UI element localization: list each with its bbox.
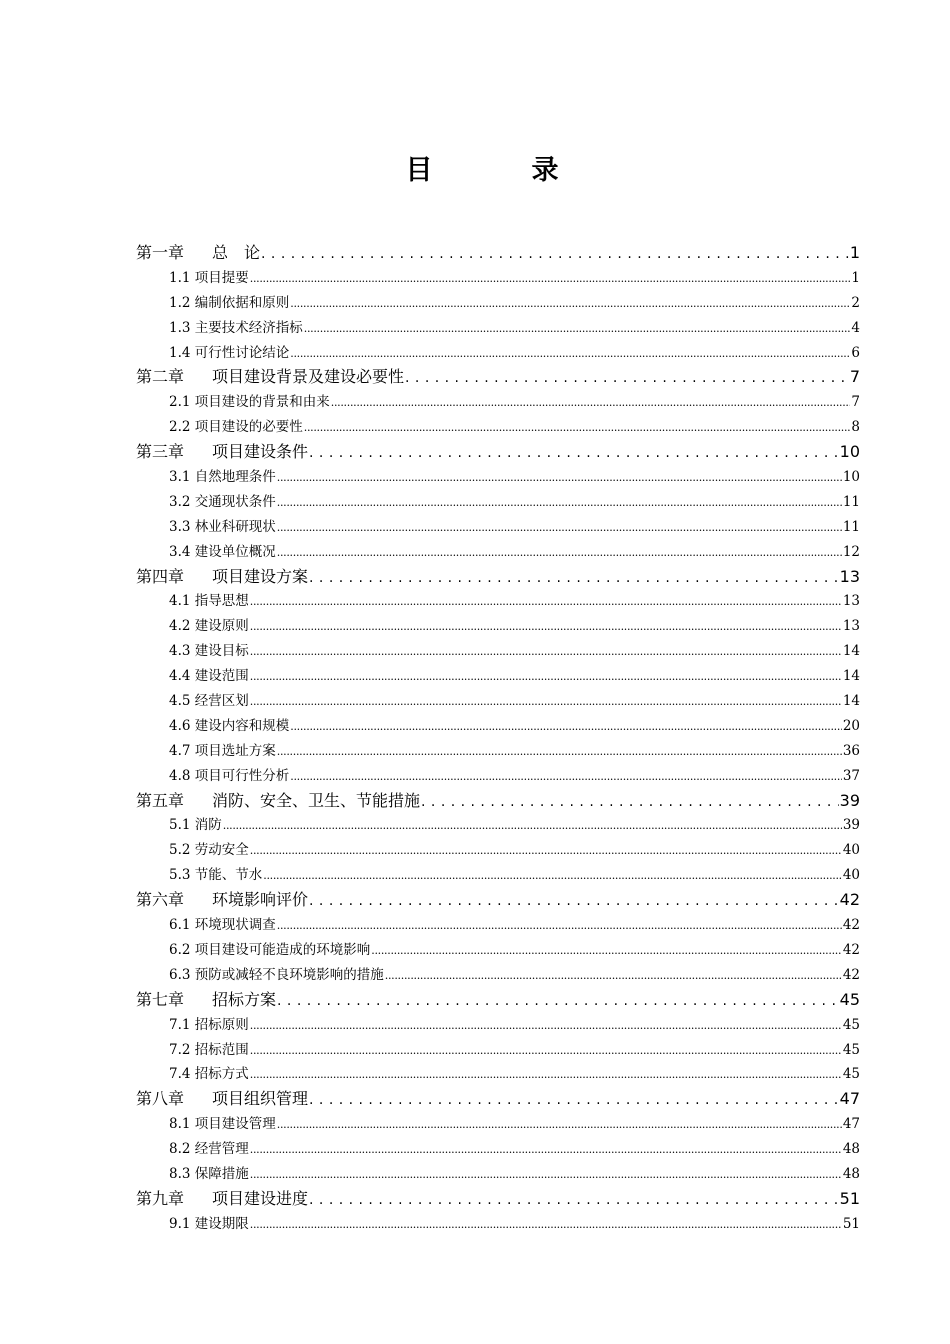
dot-leader [250,1137,842,1163]
dot-leader [261,241,849,267]
toc-entry-label: 1.4 可行性讨论结论 [169,344,290,361]
dot-leader [304,415,851,441]
page-number: 39 [842,817,860,834]
page-number: 20 [842,717,860,734]
toc-entry-label: 3.3 林业科研现状 [169,518,276,535]
page-number: 42 [842,941,860,958]
toc-entry-label: 3.1 自然地理条件 [169,469,276,486]
chapter-title: 总 论 [212,243,261,262]
toc-entry-label: 1.2 编制依据和原则 [169,294,290,311]
page-number: 6 [851,344,860,361]
page-number: 12 [842,543,860,560]
toc-entry-label: 2.1 项目建设的背景和由来 [169,394,330,411]
chapter-number: 第七章 [136,989,185,1009]
chapter-title: 项目建设进度 [212,1188,309,1208]
dot-leader [385,963,842,989]
toc-entry-label [136,1087,308,1112]
chapter-title: 环境影响评价 [212,890,309,910]
page-number: 36 [842,742,860,759]
page-number: 47 [842,1116,860,1133]
page-number: 13 [839,566,860,586]
toc-section-entry[interactable] [136,1137,860,1162]
toc-section-entry[interactable] [136,963,860,988]
dot-leader [277,540,842,566]
toc-entry-label: 8.1 项目建设管理 [169,1116,276,1133]
dot-leader [309,440,839,466]
toc-section-entry[interactable] [136,540,860,565]
chapter-title: 消防、安全、卫生、节能措施 [212,790,421,810]
page-number: 13 [842,618,860,635]
chapter-number: 第四章 [136,566,185,586]
toc-section-entry[interactable] [136,913,860,938]
toc-entry-label: 4.5 经营区划 [169,693,249,710]
toc-entry-label: 7.2 招标范围 [169,1041,249,1058]
page-number: 48 [842,1165,860,1182]
toc-section-entry[interactable] [136,1062,860,1087]
dot-leader [250,589,842,615]
dot-leader [250,664,842,690]
toc-section-entry[interactable] [136,838,860,863]
page-number: 4 [851,319,860,336]
dot-leader [309,888,839,914]
dot-leader [331,390,851,416]
dot-leader [223,813,842,839]
page-number: 13 [842,593,860,610]
dot-leader [405,365,849,391]
toc-chapter-entry[interactable] [136,888,860,913]
toc-entry-label: 1.3 主要技术经济指标 [169,319,303,336]
toc-section-entry[interactable] [136,664,860,689]
dot-leader [277,988,839,1014]
page-number: 51 [839,1188,860,1208]
toc-section-entry[interactable] [136,1013,860,1038]
page-number: 7 [849,367,860,387]
toc-entry-label: 7.1 招标原则 [169,1016,249,1033]
dot-leader [290,341,850,367]
toc-chapter-entry[interactable] [136,988,860,1013]
page-number: 10 [839,442,860,462]
page-number: 14 [842,668,860,685]
toc-entry-label: 6.1 环境现状调查 [169,917,276,934]
dot-leader [309,1187,839,1213]
toc-section-entry[interactable] [136,589,860,614]
toc-chapter-entry[interactable] [136,241,860,266]
toc-chapter-entry[interactable] [136,365,860,390]
dot-leader [277,465,842,491]
toc-entry-label [136,1187,308,1212]
page-number: 45 [842,1041,860,1058]
dot-leader [250,266,851,292]
page-number: 1 [849,243,860,262]
page-number: 45 [842,1016,860,1033]
dot-leader [250,838,842,864]
toc-section-entry[interactable] [136,316,860,341]
toc-chapter-entry[interactable] [136,440,860,465]
toc-entry-label: 1.1 项目提要 [169,269,249,286]
toc-entry-label: 6.3 预防或减轻不良环境影响的措施 [169,966,384,983]
toc-entry-label: 8.3 保障措施 [169,1165,249,1182]
page-number: 45 [842,1066,860,1083]
toc-section-entry[interactable] [136,714,860,739]
toc-chapter-entry[interactable] [136,565,860,590]
toc-entry-label: 4.1 指导思想 [169,593,249,610]
chapter-number: 第五章 [136,790,185,810]
toc-entry-label [136,565,308,590]
toc-section-entry[interactable] [136,1038,860,1063]
toc-entry-label: 3.2 交通现状条件 [169,493,276,510]
chapter-title: 项目组织管理 [212,1089,309,1109]
toc-entry-label: 7.4 招标方式 [169,1066,249,1083]
toc-entry-label: 4.2 建设原则 [169,618,249,635]
toc-section-entry[interactable] [136,490,860,515]
toc-section-entry[interactable] [136,465,860,490]
toc-section-entry[interactable] [136,639,860,664]
chapter-title: 项目建设方案 [212,566,309,586]
dot-leader [250,689,842,715]
toc-entry-label [136,365,404,390]
chapter-number: 第三章 [136,442,185,462]
chapter-title: 项目建设条件 [212,442,309,462]
dot-leader [309,1087,839,1113]
dot-leader [290,714,842,740]
dot-leader [250,1013,842,1039]
chapter-number: 第六章 [136,890,185,910]
toc-entry-label: 6.2 项目建设可能造成的环境影响 [169,941,371,958]
page-number: 45 [839,989,860,1009]
toc-entry-label: 4.3 建设目标 [169,643,249,660]
page-number: 7 [851,394,860,411]
dot-leader [277,739,842,765]
toc-entry-label [136,440,308,465]
dot-leader [250,1162,842,1188]
page-number: 48 [842,1141,860,1158]
toc-entry-label: 5.1 消防 [169,817,222,834]
toc-entry-label: 4.8 项目可行性分析 [169,767,290,784]
toc-section-entry[interactable] [136,1162,860,1187]
dot-leader [250,1062,842,1088]
page-number: 37 [842,767,860,784]
dot-leader [309,565,839,591]
chapter-title: 招标方案 [212,989,277,1009]
toc-entry-label: 5.3 节能、节水 [169,867,263,884]
chapter-number: 第一章 [136,243,185,262]
chapter-number: 第二章 [136,367,185,387]
toc-entry-label [136,888,308,913]
toc-entry-label [136,988,276,1013]
toc-entry-label [136,241,260,266]
toc-section-entry[interactable] [136,813,860,838]
toc-entry-label [136,789,420,814]
page-number: 42 [842,917,860,934]
page-number: 42 [842,966,860,983]
toc-section-entry[interactable] [136,614,860,639]
dot-leader [290,291,850,317]
toc-chapter-entry[interactable] [136,1087,860,1112]
page-number: 42 [839,890,860,910]
chapter-number: 第九章 [136,1188,185,1208]
toc-section-entry[interactable] [136,291,860,316]
dot-leader [263,863,842,889]
toc-entry-label: 4.7 项目选址方案 [169,742,276,759]
toc-entry-label: 5.2 劳动安全 [169,842,249,859]
table-of-contents [136,241,860,1237]
dot-leader [250,639,842,665]
chapter-title: 项目建设背景及建设必要性 [212,367,405,387]
toc-section-entry[interactable] [136,863,860,888]
toc-entry-label: 4.4 建设范围 [169,668,249,685]
toc-entry-label: 4.6 建设内容和规模 [169,717,290,734]
toc-chapter-entry[interactable] [136,789,860,814]
page-number: 14 [842,643,860,660]
page-number: 11 [842,493,860,510]
toc-entry-label: 2.2 项目建设的必要性 [169,419,303,436]
toc-section-entry[interactable] [136,764,860,789]
dot-leader [250,1038,842,1064]
dot-leader [371,938,842,964]
dot-leader [250,1212,842,1238]
dot-leader [277,515,842,541]
page-number: 2 [851,294,860,311]
toc-entry-label: 9.1 建设期限 [169,1215,249,1232]
toc-section-entry[interactable] [136,938,860,963]
toc-section-entry[interactable] [136,415,860,440]
page-number: 51 [842,1215,860,1232]
page-number: 40 [842,842,860,859]
toc-title: 目 录 [405,155,595,186]
dot-leader [421,789,839,815]
toc-section-entry[interactable] [136,341,860,366]
toc-entry-label: 3.4 建设单位概况 [169,543,276,560]
dot-leader [277,913,842,939]
toc-section-entry[interactable] [136,739,860,764]
page-number: 11 [842,518,860,535]
page-number: 10 [842,469,860,486]
toc-section-entry[interactable] [136,266,860,291]
page-number: 40 [842,867,860,884]
dot-leader [304,316,851,342]
page-number: 14 [842,693,860,710]
toc-section-entry[interactable] [136,1112,860,1137]
toc-section-entry[interactable] [136,390,860,415]
toc-section-entry[interactable] [136,1212,860,1237]
dot-leader [277,490,842,516]
page-number: 8 [851,419,860,436]
dot-leader [277,1112,842,1138]
toc-entry-label: 8.2 经营管理 [169,1141,249,1158]
dot-leader [290,764,842,790]
page-number: 39 [839,790,860,810]
page-number: 1 [851,269,860,286]
toc-section-entry[interactable] [136,515,860,540]
page-number: 47 [839,1089,860,1109]
dot-leader [250,614,842,640]
toc-chapter-entry[interactable] [136,1187,860,1212]
chapter-number: 第八章 [136,1089,185,1109]
toc-section-entry[interactable] [136,689,860,714]
